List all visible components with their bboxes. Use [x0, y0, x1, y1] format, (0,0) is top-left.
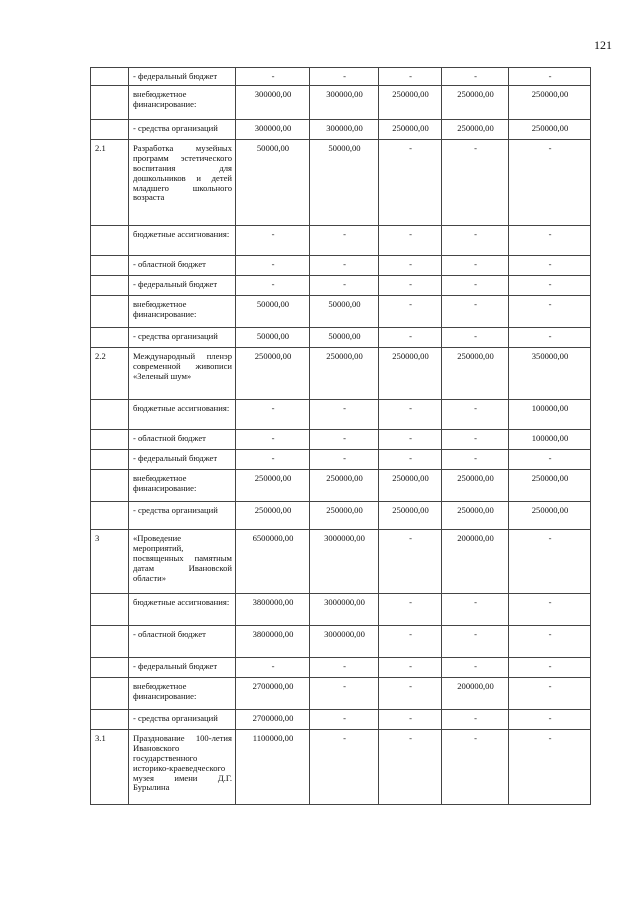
amount-cell-year-4: -: [442, 296, 509, 328]
amount-cell-year-3: -: [379, 594, 442, 626]
amount-cell-year-4: -: [442, 328, 509, 348]
amount-cell-year-1: 50000,00: [236, 328, 310, 348]
amount-cell-year-2: -: [310, 678, 379, 710]
amount-cell-year-4: -: [442, 400, 509, 430]
table-row: [91, 86, 591, 120]
amount-cell-year-2: 3000000,00: [310, 530, 379, 594]
row-description-cell: внебюджетное финансирование:: [129, 470, 236, 502]
amount-cell-year-1: -: [236, 256, 310, 276]
row-description-cell: бюджетные ассигнования:: [129, 594, 236, 626]
amount-cell-year-5: -: [509, 276, 591, 296]
amount-cell-year-4: -: [442, 658, 509, 678]
amount-cell-year-2: 300000,00: [310, 120, 379, 140]
row-description-cell: Празднование 100-летия Ивановского государственного историко-краеведческого музея имени Д.Г. Бурылина: [129, 730, 236, 805]
amount-cell-year-3: -: [379, 626, 442, 658]
amount-cell-year-2: 50000,00: [310, 140, 379, 226]
row-description-cell: - средства организаций: [129, 328, 236, 348]
amount-cell-year-1: 50000,00: [236, 140, 310, 226]
table-row: [91, 594, 591, 626]
amount-cell-year-3: -: [379, 296, 442, 328]
amount-cell-year-5: -: [509, 68, 591, 86]
amount-cell-year-3: -: [379, 140, 442, 226]
row-description-cell: внебюджетное финансирование:: [129, 86, 236, 120]
amount-cell-year-2: -: [310, 710, 379, 730]
budget-table-body: [91, 68, 591, 805]
row-description-cell: - областной бюджет: [129, 626, 236, 658]
row-description-cell: - средства организаций: [129, 710, 236, 730]
table-row: [91, 276, 591, 296]
amount-cell-year-3: -: [379, 730, 442, 805]
amount-cell-year-3: -: [379, 256, 442, 276]
table-row: [91, 470, 591, 502]
row-number-cell: [91, 226, 129, 256]
amount-cell-year-2: 250000,00: [310, 470, 379, 502]
amount-cell-year-3: -: [379, 678, 442, 710]
amount-cell-year-1: 300000,00: [236, 120, 310, 140]
amount-cell-year-1: 1100000,00: [236, 730, 310, 805]
amount-cell-year-2: 50000,00: [310, 296, 379, 328]
table-row: [91, 120, 591, 140]
table-row: [91, 140, 591, 226]
amount-cell-year-4: -: [442, 140, 509, 226]
row-number-cell: [91, 430, 129, 450]
table-row: [91, 678, 591, 710]
table-row: [91, 658, 591, 678]
amount-cell-year-1: -: [236, 430, 310, 450]
table-row: [91, 68, 591, 86]
amount-cell-year-4: -: [442, 626, 509, 658]
amount-cell-year-4: 250000,00: [442, 120, 509, 140]
table-row: [91, 348, 591, 400]
row-number-cell: [91, 256, 129, 276]
row-number-cell: [91, 502, 129, 530]
table-row: [91, 626, 591, 658]
row-description-cell: - областной бюджет: [129, 430, 236, 450]
amount-cell-year-4: -: [442, 276, 509, 296]
amount-cell-year-1: 6500000,00: [236, 530, 310, 594]
amount-cell-year-1: -: [236, 226, 310, 256]
row-description-cell: внебюджетное финансирование:: [129, 296, 236, 328]
row-number-cell: [91, 658, 129, 678]
table-row: [91, 502, 591, 530]
table-row: [91, 530, 591, 594]
amount-cell-year-4: -: [442, 594, 509, 626]
amount-cell-year-1: 250000,00: [236, 502, 310, 530]
amount-cell-year-3: -: [379, 658, 442, 678]
row-number-cell: [91, 276, 129, 296]
amount-cell-year-5: 250000,00: [509, 470, 591, 502]
table-row: [91, 296, 591, 328]
amount-cell-year-4: 250000,00: [442, 502, 509, 530]
amount-cell-year-4: -: [442, 256, 509, 276]
amount-cell-year-4: 200000,00: [442, 530, 509, 594]
amount-cell-year-2: 3000000,00: [310, 594, 379, 626]
amount-cell-year-3: -: [379, 450, 442, 470]
table-row: [91, 400, 591, 430]
amount-cell-year-1: 300000,00: [236, 86, 310, 120]
amount-cell-year-4: -: [442, 450, 509, 470]
budget-table: [90, 67, 591, 805]
amount-cell-year-3: -: [379, 276, 442, 296]
amount-cell-year-1: 250000,00: [236, 348, 310, 400]
amount-cell-year-5: 250000,00: [509, 86, 591, 120]
row-number-cell: [91, 710, 129, 730]
row-description-cell: - федеральный бюджет: [129, 68, 236, 86]
amount-cell-year-2: -: [310, 226, 379, 256]
amount-cell-year-5: 250000,00: [509, 502, 591, 530]
amount-cell-year-3: -: [379, 530, 442, 594]
table-row: [91, 450, 591, 470]
row-number-cell: 3: [91, 530, 129, 594]
amount-cell-year-5: -: [509, 226, 591, 256]
amount-cell-year-2: -: [310, 256, 379, 276]
amount-cell-year-3: -: [379, 226, 442, 256]
amount-cell-year-1: 3800000,00: [236, 594, 310, 626]
amount-cell-year-3: 250000,00: [379, 86, 442, 120]
amount-cell-year-3: -: [379, 68, 442, 86]
amount-cell-year-5: 100000,00: [509, 430, 591, 450]
table-row: [91, 710, 591, 730]
amount-cell-year-2: 50000,00: [310, 328, 379, 348]
row-description-cell: - федеральный бюджет: [129, 450, 236, 470]
row-description-cell: - средства организаций: [129, 120, 236, 140]
amount-cell-year-4: 250000,00: [442, 348, 509, 400]
row-number-cell: [91, 450, 129, 470]
amount-cell-year-2: -: [310, 276, 379, 296]
amount-cell-year-3: 250000,00: [379, 348, 442, 400]
row-description-cell: бюджетные ассигнования:: [129, 226, 236, 256]
amount-cell-year-2: -: [310, 450, 379, 470]
row-number-cell: [91, 86, 129, 120]
row-description-cell: Международный пленэр современной живописи «Зеленый шум»: [129, 348, 236, 400]
row-description-cell: - федеральный бюджет: [129, 658, 236, 678]
amount-cell-year-3: 250000,00: [379, 120, 442, 140]
amount-cell-year-2: -: [310, 68, 379, 86]
amount-cell-year-4: -: [442, 430, 509, 450]
amount-cell-year-4: 250000,00: [442, 86, 509, 120]
amount-cell-year-5: -: [509, 678, 591, 710]
amount-cell-year-2: 250000,00: [310, 502, 379, 530]
amount-cell-year-5: -: [509, 530, 591, 594]
amount-cell-year-5: -: [509, 256, 591, 276]
amount-cell-year-4: -: [442, 710, 509, 730]
amount-cell-year-5: -: [509, 594, 591, 626]
amount-cell-year-5: -: [509, 658, 591, 678]
row-description-cell: «Проведение мероприятий, посвященных памятным датам Ивановской области»: [129, 530, 236, 594]
amount-cell-year-2: -: [310, 400, 379, 430]
row-description-cell: Разработка музейных программ эстетического воспитания для дошкольников и детей младшего школьного возраста: [129, 140, 236, 226]
amount-cell-year-3: 250000,00: [379, 502, 442, 530]
amount-cell-year-3: -: [379, 430, 442, 450]
amount-cell-year-5: -: [509, 450, 591, 470]
amount-cell-year-4: -: [442, 226, 509, 256]
row-number-cell: [91, 296, 129, 328]
row-number-cell: 2.2: [91, 348, 129, 400]
table-row: [91, 256, 591, 276]
amount-cell-year-1: -: [236, 276, 310, 296]
row-number-cell: [91, 470, 129, 502]
row-number-cell: [91, 68, 129, 86]
amount-cell-year-1: -: [236, 400, 310, 430]
amount-cell-year-4: -: [442, 68, 509, 86]
row-number-cell: 3.1: [91, 730, 129, 805]
amount-cell-year-4: 200000,00: [442, 678, 509, 710]
row-description-cell: - областной бюджет: [129, 256, 236, 276]
row-number-cell: [91, 120, 129, 140]
row-number-cell: [91, 594, 129, 626]
amount-cell-year-5: -: [509, 328, 591, 348]
amount-cell-year-1: 3800000,00: [236, 626, 310, 658]
amount-cell-year-2: 3000000,00: [310, 626, 379, 658]
row-description-cell: - средства организаций: [129, 502, 236, 530]
row-number-cell: [91, 678, 129, 710]
amount-cell-year-1: -: [236, 68, 310, 86]
page-number: 121: [594, 38, 612, 52]
amount-cell-year-3: -: [379, 400, 442, 430]
amount-cell-year-5: 250000,00: [509, 120, 591, 140]
amount-cell-year-4: 250000,00: [442, 470, 509, 502]
amount-cell-year-1: 2700000,00: [236, 710, 310, 730]
amount-cell-year-5: -: [509, 626, 591, 658]
amount-cell-year-4: -: [442, 730, 509, 805]
table-row: [91, 430, 591, 450]
amount-cell-year-2: -: [310, 430, 379, 450]
amount-cell-year-5: -: [509, 140, 591, 226]
amount-cell-year-1: -: [236, 658, 310, 678]
row-description-cell: внебюджетное финансирование:: [129, 678, 236, 710]
amount-cell-year-5: -: [509, 730, 591, 805]
amount-cell-year-3: -: [379, 328, 442, 348]
amount-cell-year-3: 250000,00: [379, 470, 442, 502]
row-number-cell: 2.1: [91, 140, 129, 226]
row-number-cell: [91, 328, 129, 348]
amount-cell-year-2: -: [310, 730, 379, 805]
amount-cell-year-3: -: [379, 710, 442, 730]
row-description-cell: - федеральный бюджет: [129, 276, 236, 296]
row-number-cell: [91, 400, 129, 430]
amount-cell-year-1: -: [236, 450, 310, 470]
amount-cell-year-5: 350000,00: [509, 348, 591, 400]
table-row: [91, 730, 591, 805]
amount-cell-year-2: -: [310, 658, 379, 678]
table-row: [91, 328, 591, 348]
table-row: [91, 226, 591, 256]
amount-cell-year-5: -: [509, 296, 591, 328]
amount-cell-year-1: 250000,00: [236, 470, 310, 502]
amount-cell-year-1: 2700000,00: [236, 678, 310, 710]
amount-cell-year-2: 300000,00: [310, 86, 379, 120]
amount-cell-year-5: -: [509, 710, 591, 730]
row-description-cell: бюджетные ассигнования:: [129, 400, 236, 430]
row-number-cell: [91, 626, 129, 658]
amount-cell-year-5: 100000,00: [509, 400, 591, 430]
amount-cell-year-1: 50000,00: [236, 296, 310, 328]
amount-cell-year-2: 250000,00: [310, 348, 379, 400]
